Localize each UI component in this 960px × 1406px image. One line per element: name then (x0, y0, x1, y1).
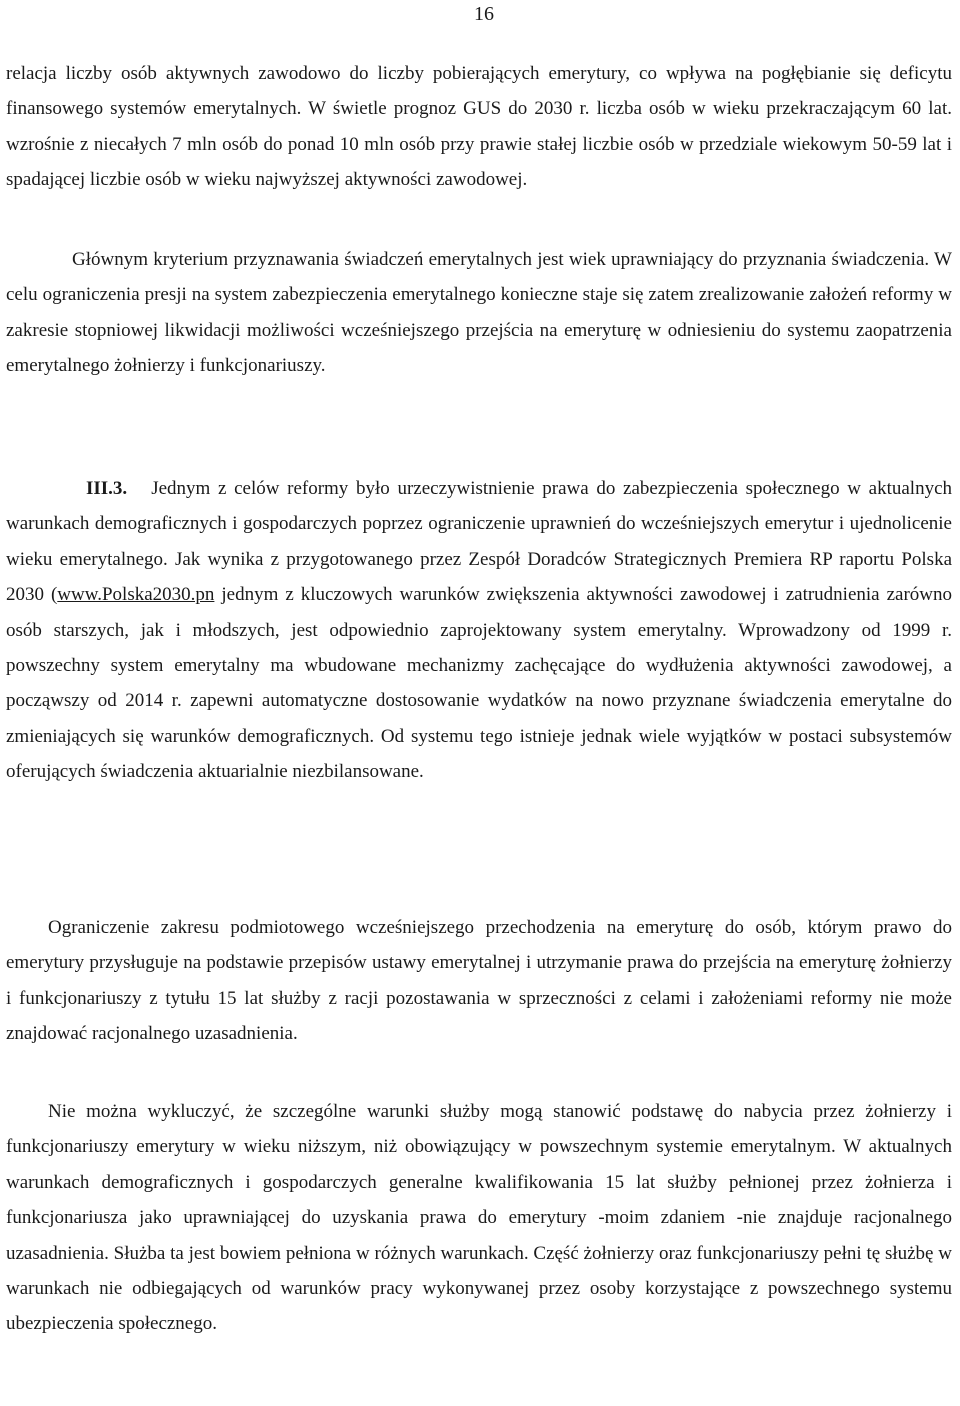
paragraph-4: Ograniczenie zakresu podmiotowego wcześniejszego przechodzenia na emeryturę do osób, którym prawo do emerytury przysługuje na podstawie przepisów ustawy emerytalnej i utrzymanie prawa do przejścia na emeryturę żołnierzy i funkcjonariuszy z tytułu 15 lat służby z racji pozostawania w sprzeczności z celami i założeniami reformy nie może znajdować racjonalnego uzasadnienia. (6, 917, 952, 1045)
paragraph-1: relacja liczby osób aktywnych zawodowo do liczby pobierających emerytury, co wpływa na pogłębianie się deficytu finansowego systemów emerytalnych. W świetle prognoz GUS do 2030 r. liczba osób w wieku przekraczającym 60 lat. wzrośnie z niecałych 7 mln osób do ponad 10 mln osób przy prawie stałej liczbie osób w przedziale wiekowym 50-59 lat i spadającej liczbie osób w wieku najwyższej aktywności zawodowej. (6, 63, 952, 191)
page-number: 16 (474, 3, 494, 25)
paragraph-3 (6, 471, 952, 790)
paragraph-5: Nie można wykluczyć, że szczególne warunki służby mogą stanowić podstawę do nabycia przez żołnierzy i funkcjonariuszy emerytury w wieku niższym, niż obowiązujący w powszechnym systemie emerytalnym. W aktualnych warunkach demograficznych i gospodarczych generalne kwalifikowania 15 lat służby pełnionej przez żołnierza i funkcjonariusza jako uprawniającej do uzyskania prawa do emerytury -moim zdaniem -nie znajduje racjonalnego uzasadnienia. Służba ta jest bowiem pełniona w różnych warunkach. Część żołnierzy oraz funkcjonariuszy pełni tę służbę w warunkach nie odbiegających od warunków pracy wykonywanej przez osoby korzystające z powszechnego systemu ubezpieczenia społecznego. (6, 1101, 952, 1335)
paragraph-3-text-end: jednym z kluczowych warunków zwiększenia aktywności zawodowej i zatrudnienia zarówno osób starszych, jak i młodszych, jest odpowiednio zaprojektowany system emerytalny. Wprowadzony od 1999 r. powszechny system emerytalny ma wbudowane mechanizmy zachęcające do wydłużenia aktywności zawodowej, a począwszy od 2014 r. zapewni automatyczne dostosowanie wydatków na nowo przyznane świadczenia emerytalne do zmieniających się warunków demograficznych. Od systemu tego istnieje jednak wiele wyjątków w postaci subsystemów oferujących świadczenia aktuarialnie niezbilansowane. (6, 584, 952, 783)
section-number: III.3. (86, 478, 128, 499)
paragraph-3-text-start: Jednym z celów reformy było urzeczywistnienie prawa do zabezpieczenia społecznego w aktualnych warunkach demograficznych i gospodarczych poprzez ograniczenie uprawnień do wcześniejszych emerytur i ujednolicenie wieku emerytalnego. Jak wynika z przygotowanego przez Zespół Doradców Strategicznych Premiera RP raportu Polska 2030 ( (6, 478, 952, 606)
paragraph-2: Głównym kryterium przyznawania świadczeń emerytalnych jest wiek uprawniający do przyznania świadczenia. W celu ograniczenia presji na system zabezpieczenia emerytalnego konieczne staje się zatem zrealizowanie założeń reformy w zakresie stopniowej likwidacji możliwości wcześniejszego przejścia na emeryturę w odniesieniu do systemu zaopatrzenia emerytalnego żołnierzy i funkcjonariuszy. (6, 249, 952, 377)
report-url-link[interactable]: www.Polska2030.pn (57, 584, 215, 606)
